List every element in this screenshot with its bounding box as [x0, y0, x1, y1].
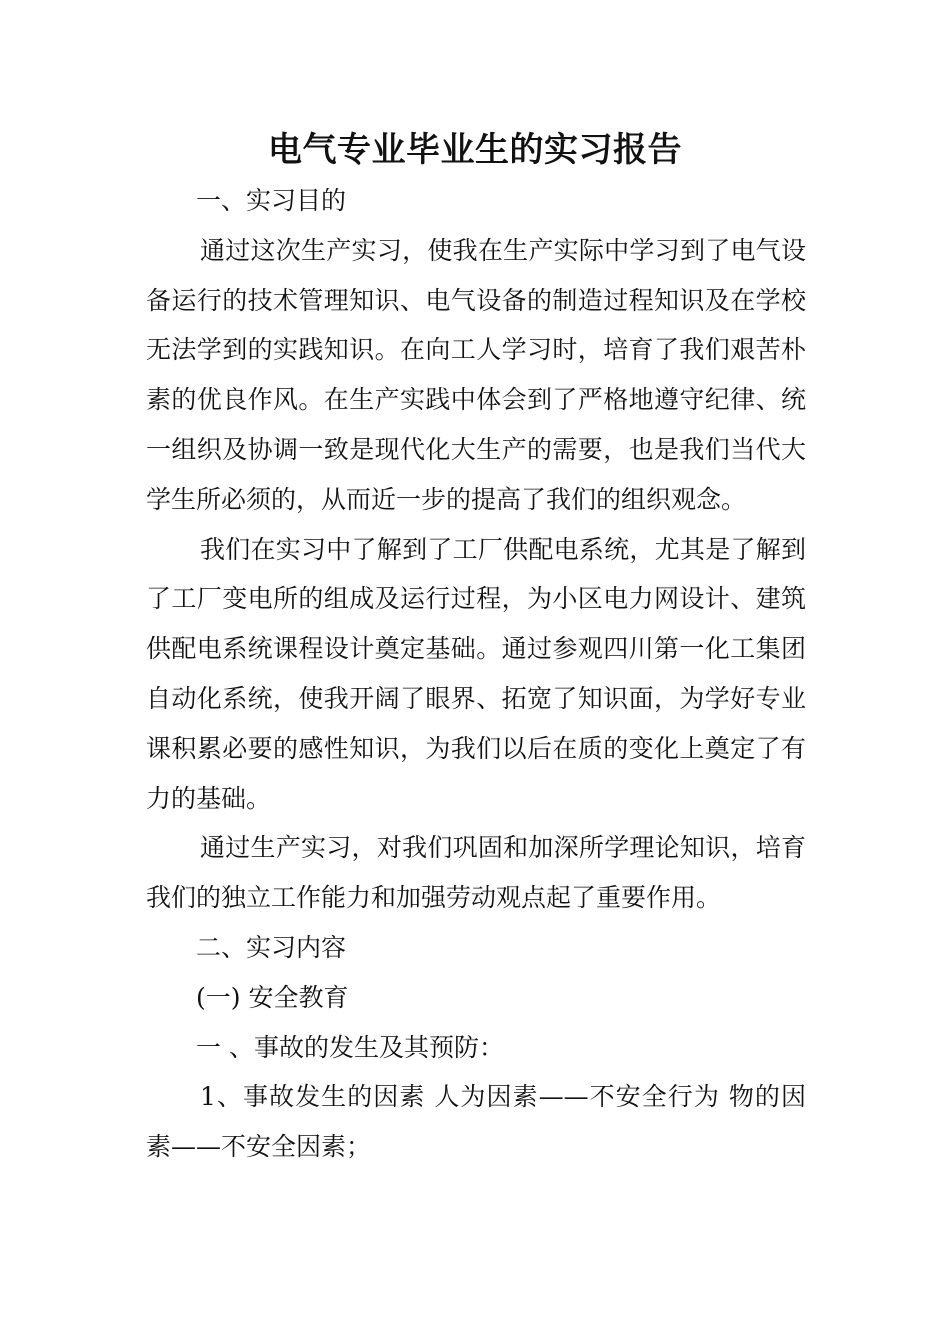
- section-heading-purpose: 一、实习目的: [196, 186, 347, 215]
- subsection-heading-safety: (一) 安全教育: [196, 982, 349, 1012]
- section-heading-content: 二、实习内容: [196, 932, 347, 962]
- paragraph-purpose-2: 我们在实习中了解到了工厂供配电系统，尤其是了解到了工厂变电所的组成及运行过程，为小区电力网设计、建筑供配电系统课程设计奠定基础。通过参观四川第一化工集团自动化系统，使我开阔了眼界、拓宽了知识面，为学好专业课积累必要的感性知识，为我们以后在质的变化上奠定了有力的基础。: [146, 534, 806, 813]
- list-item-accident-factors: 1、事故发生的因素 人为因素——不安全行为 物的因素——不安全因素；: [146, 1082, 806, 1162]
- document-body: [146, 176, 806, 1172]
- list-heading-accidents: 一 、事故的发生及其预防：: [196, 1032, 504, 1062]
- paragraph-purpose-1: 通过这次生产实习，使我在生产实际中学习到了电气设备运行的技术管理知识、电气设备的制造过程知识及在学校无法学到的实践知识。在向工人学习时，培育了我们艰苦朴素的优良作风。在生产实践中体会到了严格地遵守纪律、统一组织及协调一致是现代化大生产的需要，也是我们当代大学生所必须的，从而近一步的提高了我们的组织观念。: [146, 235, 806, 514]
- document-title: 电气专业毕业生的实习报告: [268, 130, 682, 170]
- paragraph-purpose-3: 通过生产实习，对我们巩固和加深所学理论知识，培育我们的独立工作能力和加强劳动观点起了重要作用。: [146, 833, 806, 913]
